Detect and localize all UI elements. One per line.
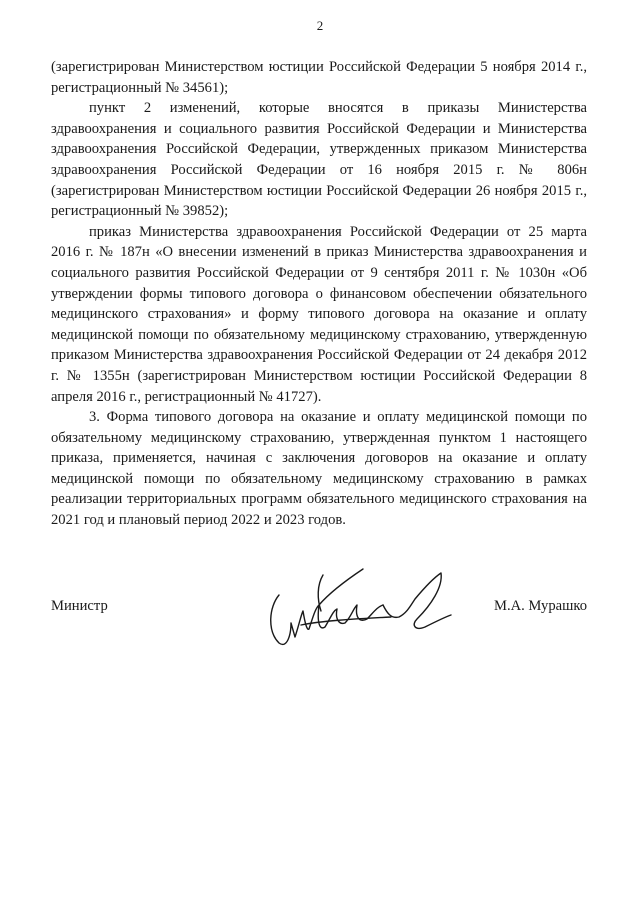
document-body — [51, 57, 587, 531]
handwritten-signature — [261, 565, 501, 665]
paragraph-amendment-point-2: пункт 2 изменений, которые вносятся в приказы Министерства здравоохранения и социального развития Российской Федерации и Министерства здравоохранения Российской Федерации, утвержденных приказом Министерства здравоохранения Российской Федерации от 16 ноября 2015 г. № 806н (зарегистрирован Министерством юстиции Российской Федерации 26 ноября 2015 г., регистрационный № 39852); — [51, 100, 587, 220]
paragraph-order-187n: приказ Министерства здравоохранения Российской Федерации от 25 марта 2016 г. № 187н «О внесении изменений в приказ Министерства здравоохранения и социального развития Российской Федерации от 9 сентября 2011 г. № 1030н «Об утверждении формы типового договора о финансовом обеспечении обязательного медицинского страхования» и форму типового договора на оказание и оплату медицинской помощи по обязательному медицинскому страхованию, утвержденную приказом Министерства здравоохранения Российской Федерации от 24 декабря 2012 г. № 1355н (зарегистрирован Министерством юстиции Российской Федерации 8 апреля 2016 г., регистрационный № 41727). — [51, 223, 587, 405]
paragraph-registration-continued: (зарегистрирован Министерством юстиции Российской Федерации 5 ноября 2014 г., регистрационный № 34561); — [51, 59, 587, 96]
signature-block — [51, 590, 587, 680]
paragraph-point-3: 3. Форма типового договора на оказание и оплату медицинской помощи по обязательному медицинскому страхованию, утвержденная пунктом 1 настоящего приказа, применяется, начиная с заключения договоров на оказание и оплату медицинской помощи по обязательному медицинскому страхованию в рамках реализации территориальных программ обязательного медицинского страхования на 2021 год и плановый период 2022 и 2023 годов. — [51, 409, 587, 529]
page-number: 2 — [316, 18, 324, 33]
signatory-name: М.А. Мурашко — [493, 598, 587, 614]
signatory-title: Министр — [51, 598, 108, 614]
